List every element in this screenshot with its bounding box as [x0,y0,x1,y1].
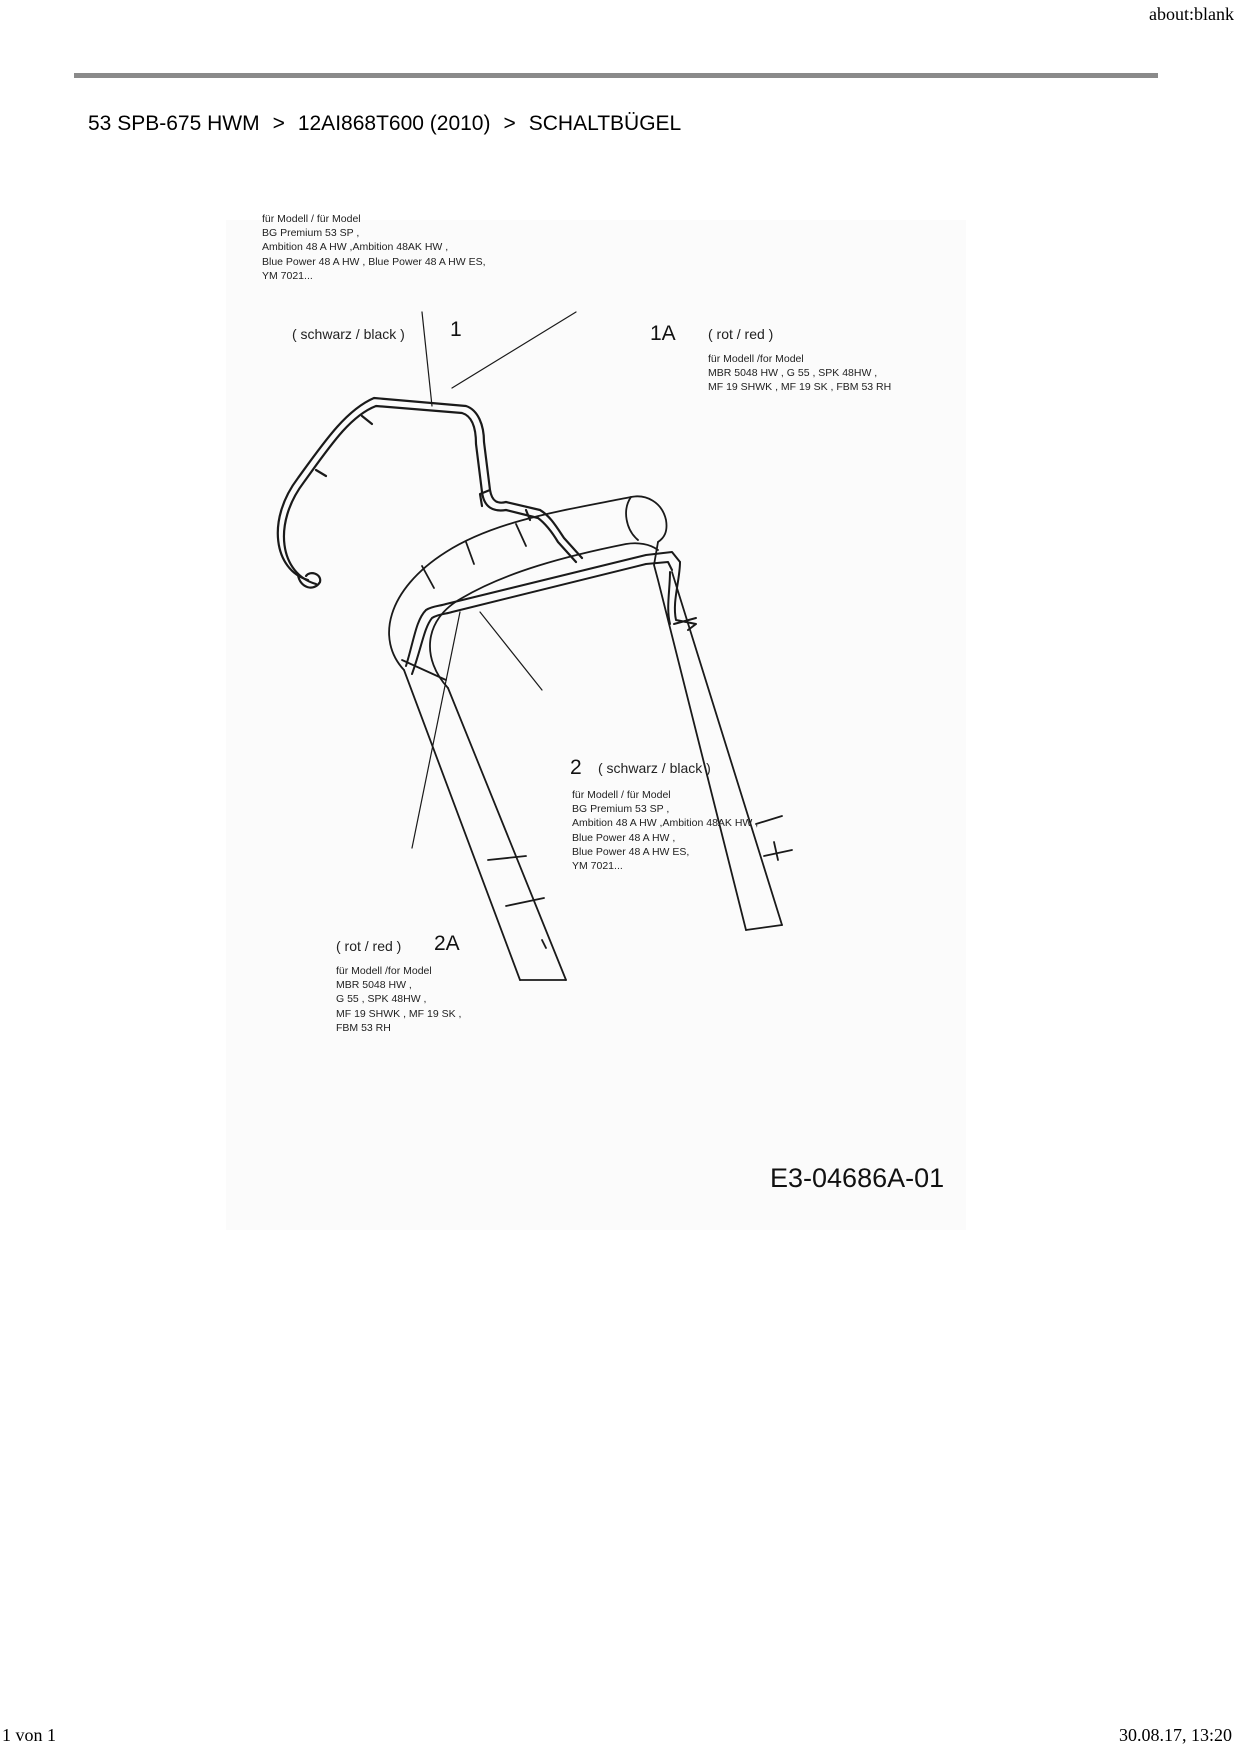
control-bail-upper [278,398,582,588]
header-divider [74,73,1158,78]
breadcrumb-item-category: SCHALTBÜGEL [528,112,682,135]
part-1-number: 1 [450,318,462,341]
parts-diagram [226,213,966,1230]
part-2-model-note: für Modell / für Model BG Premium 53 SP , Ambition 48 A HW ,Ambition 48AK HW , Blue Power 48 A HW , Blue Power 48 A HW ES, YM 7021... [572,789,759,873]
part-1-model-note: für Modell / für Model BG Premium 53 SP , Ambition 48 A HW ,Ambition 48AK HW , Blue Power 48 A HW , Blue Power 48 A HW ES, YM 7021... [262,213,486,282]
breadcrumb-separator: > [272,112,285,135]
part-2-color-label: ( schwarz / black ) [598,760,711,776]
part-1a-model-note: für Modell /for Model MBR 5048 HW , G 55 , SPK 48HW , MF 19 SHWK , MF 19 SK , FBM 53 RH [708,353,892,394]
part-2a-number: 2A [434,932,460,955]
breadcrumb-item-variant[interactable]: 12AI868T600 (2010) [297,112,491,135]
part-2-number: 2 [570,756,582,779]
breadcrumb-separator: > [503,112,516,135]
print-header-url: about:blank [1149,4,1234,24]
control-bail-lower [406,552,696,674]
breadcrumb [88,112,681,136]
page-number: 1 von 1 [2,1725,56,1745]
part-1a-number: 1A [650,322,676,345]
part-2a-color-label: ( rot / red ) [336,938,402,954]
part-2a-model-note: für Modell /for Model MBR 5048 HW , G 55 , SPK 48HW , MF 19 SHWK , MF 19 SK , FBM 53 RH [336,965,462,1034]
leader-lines [412,312,576,848]
print-datetime: 30.08.17, 13:20 [1118,1725,1232,1745]
drawing-code: E3-04686A-01 [770,1163,945,1193]
breadcrumb-item-model[interactable]: 53 SPB-675 HWM [88,112,260,135]
part-1-color-label: ( schwarz / black ) [292,326,405,342]
part-1a-color-label: ( rot / red ) [708,326,774,342]
